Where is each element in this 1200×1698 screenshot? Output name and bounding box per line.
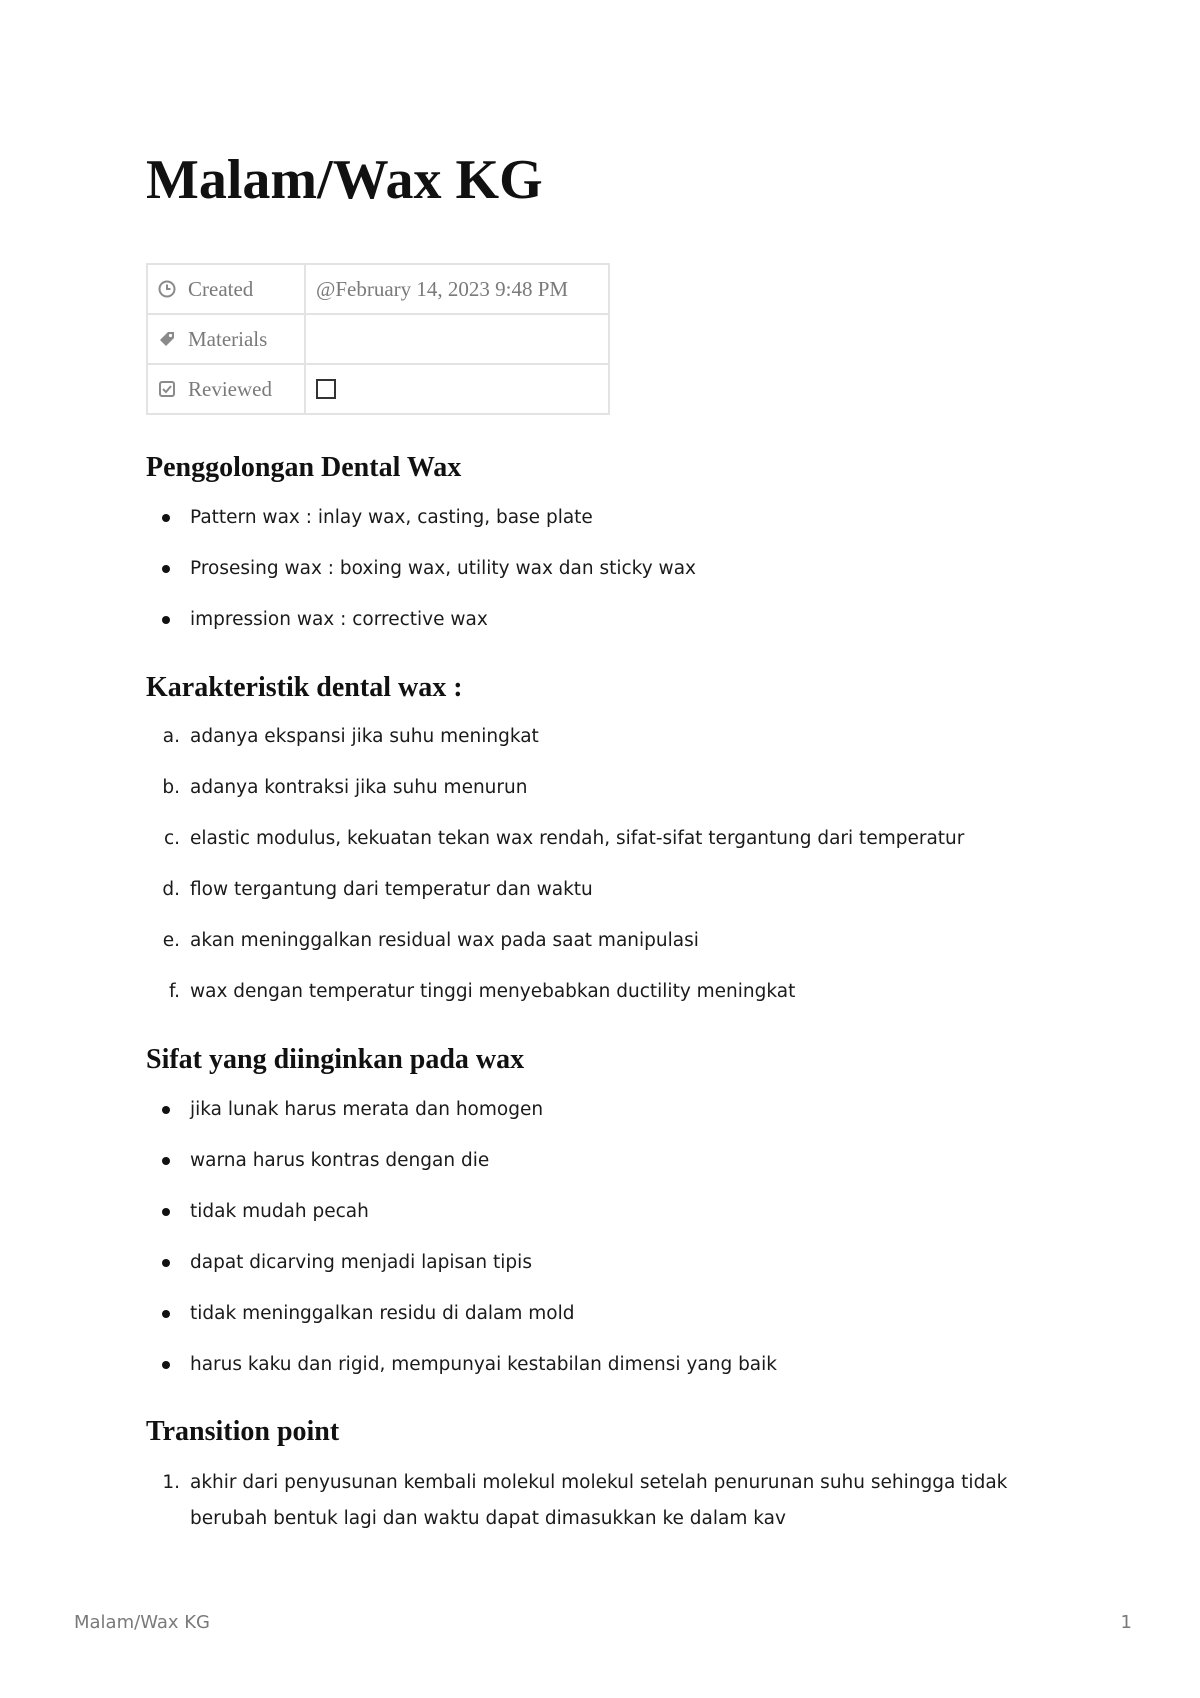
- tag-icon: [158, 330, 176, 348]
- section-heading-karakteristik: Karakteristik dental wax :: [146, 672, 463, 703]
- list-item: f. wax dengan temperatur tinggi menyebabkan ductility meningkat: [168, 981, 796, 1002]
- page-title: Malam/Wax KG: [146, 149, 543, 211]
- footer-title: Malam/Wax KG: [74, 1612, 210, 1633]
- list-item: warna harus kontras dengan die: [146, 1147, 1046, 1198]
- list-item: impression wax : corrective wax: [146, 606, 1046, 657]
- list-item: dapat dicarving menjadi lapisan tipis: [146, 1249, 1046, 1300]
- list-item: Prosesing wax : boxing wax, utility wax dan sticky wax: [146, 555, 1046, 606]
- bullet-icon: [162, 1259, 170, 1267]
- property-value-created[interactable]: @February 14, 2023 9:48 PM: [305, 264, 609, 314]
- bullet-icon: [162, 1106, 170, 1114]
- list-item: tidak mudah pecah: [146, 1198, 1046, 1249]
- section-heading-penggolongan: Penggolongan Dental Wax: [146, 452, 462, 483]
- list-item: harus kaku dan rigid, mempunyai kestabilan dimensi yang baik: [146, 1351, 1046, 1402]
- property-row-created: [147, 264, 609, 314]
- bullet-icon: [162, 514, 170, 522]
- list-item: b. adanya kontraksi jika suhu menurun: [162, 777, 528, 798]
- karakteristik-list: [146, 723, 1046, 1029]
- property-row-reviewed: [147, 364, 609, 414]
- bullet-icon: [162, 1157, 170, 1165]
- property-key-created: Created: [147, 264, 305, 314]
- footer-page-number: 1: [1120, 1612, 1132, 1633]
- section-heading-transition: Transition point: [146, 1416, 340, 1447]
- sifat-list: [146, 1096, 1046, 1402]
- reviewed-checkbox[interactable]: [316, 379, 336, 399]
- property-key-materials: Materials: [147, 314, 305, 364]
- list-item: Pattern wax : inlay wax, casting, base plate: [146, 504, 1046, 555]
- list-item: d. flow tergantung dari temperatur dan waktu: [162, 879, 593, 900]
- bullet-icon: [162, 1361, 170, 1369]
- list-item: jika lunak harus merata dan homogen: [146, 1096, 1046, 1147]
- bullet-icon: [162, 1310, 170, 1318]
- bullet-icon: [162, 1208, 170, 1216]
- list-item: a. adanya ekspansi jika suhu meningkat: [162, 726, 539, 747]
- property-value-reviewed: [305, 364, 609, 414]
- penggolongan-list: [146, 504, 1046, 657]
- section-heading-sifat: Sifat yang diinginkan pada wax: [146, 1044, 525, 1075]
- bullet-icon: [162, 565, 170, 573]
- checkbox-icon: [158, 380, 176, 398]
- property-row-materials: [147, 314, 609, 364]
- list-item: 1. akhir dari penyusunan kembali molekul molekul setelah penurunan suhu sehingga tidak berubah bentuk lagi dan waktu dapat dimasukkan ke dalam kav: [162, 1472, 1008, 1529]
- properties-table: [146, 263, 610, 415]
- property-key-reviewed: Reviewed: [147, 364, 305, 414]
- clock-icon: [158, 280, 176, 298]
- bullet-icon: [162, 616, 170, 624]
- property-value-materials[interactable]: [305, 314, 609, 364]
- list-item: tidak meninggalkan residu di dalam mold: [146, 1300, 1046, 1351]
- list-item: e. akan meninggalkan residual wax pada saat manipulasi: [162, 930, 699, 951]
- transition-list: [146, 1469, 1046, 1541]
- list-item: c. elastic modulus, kekuatan tekan wax rendah, sifat-sifat tergantung dari temperatur: [163, 828, 965, 849]
